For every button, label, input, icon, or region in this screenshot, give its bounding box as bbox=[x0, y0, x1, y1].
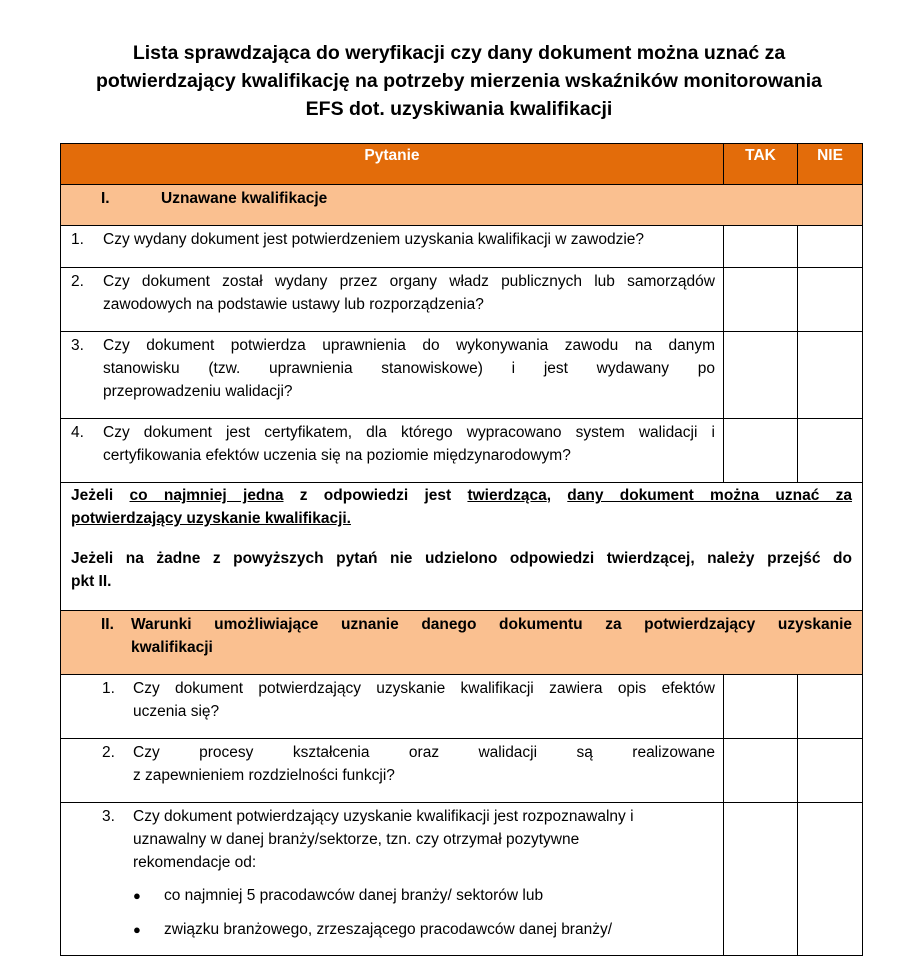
question-text: Czy dokument został wydany przez organy władz publicznych lub samorządów zawodowych na podstawie ustawy lub rozporządzenia? bbox=[103, 273, 715, 313]
question-number: 2. bbox=[102, 744, 115, 761]
recommendation-list bbox=[133, 884, 715, 941]
yes-checkbox-cell[interactable] bbox=[724, 419, 798, 483]
header-no: NIE bbox=[798, 144, 863, 185]
yes-checkbox-cell[interactable] bbox=[724, 675, 798, 739]
question-text: Czy procesy kształcenia oraz walidacji są realizowane z zapewnieniem rozdzielności funkcji? bbox=[133, 744, 715, 784]
section-2-title: Warunki umożliwiające uznanie danego dokumentu za potwierdzający uzyskanie kwalifikacji bbox=[131, 616, 852, 656]
question-text: Czy dokument potwierdzający uzyskanie kwalifikacji jest rozpoznawalny i uznawalny w danej branży/sektorze, tzn. czy otrzymał pozytywne rekomendacje od: ● co najmniej 5 pracodawców danej branży/ sektorów lub ● związku branżowego, zrzeszającego pracodawców danej branży/ bbox=[133, 805, 715, 952]
header-question: Pytanie bbox=[61, 144, 724, 185]
table-row bbox=[61, 332, 863, 419]
table-row bbox=[61, 419, 863, 483]
title-line-2: potwierdzający kwalifikację na potrzeby mierzenia wskaźników monitorowania bbox=[95, 70, 823, 92]
question-number: 1. bbox=[71, 231, 84, 248]
no-checkbox-cell[interactable] bbox=[798, 675, 863, 739]
table-row bbox=[61, 739, 863, 803]
question-number: 1. bbox=[102, 680, 115, 697]
instruction-row bbox=[61, 483, 863, 611]
question-number: 4. bbox=[71, 424, 84, 441]
section-1-number: I. bbox=[101, 190, 110, 207]
question-text: Czy dokument potwierdza uprawnienia do wykonywania zawodu na danym stanowisku (tzw. uprawnienia stanowiskowe) i jest wydawany po przeprowadzeniu walidacji? bbox=[103, 337, 715, 400]
list-item: ● związku branżowego, zrzeszającego pracodawców danej branży/ bbox=[133, 918, 715, 941]
header-row bbox=[61, 144, 863, 185]
title-line-1: Lista sprawdzająca do weryfikacji czy dany dokument można uznać za bbox=[132, 42, 786, 64]
bullet-icon: ● bbox=[133, 922, 141, 937]
header-yes: TAK bbox=[724, 144, 798, 185]
no-checkbox-cell[interactable] bbox=[798, 419, 863, 483]
no-checkbox-cell[interactable] bbox=[798, 332, 863, 419]
yes-checkbox-cell[interactable] bbox=[724, 268, 798, 332]
section-2-number: II. bbox=[101, 616, 114, 633]
table-row bbox=[61, 675, 863, 739]
no-checkbox-cell[interactable] bbox=[798, 268, 863, 332]
list-item: ● co najmniej 5 pracodawców danej branży/ sektorów lub bbox=[133, 884, 715, 907]
title-line-3: EFS dot. uzyskiwania kwalifikacji bbox=[305, 98, 613, 120]
section-1-row bbox=[61, 185, 863, 226]
section-1-title: Uznawane kwalifikacje bbox=[161, 190, 328, 207]
no-checkbox-cell[interactable] bbox=[798, 803, 863, 956]
table-row bbox=[61, 268, 863, 332]
document-title bbox=[40, 39, 878, 123]
question-text: Czy dokument jest certyfikatem, dla którego wypracowano system walidacji i certyfikowania efektów uczenia się na poziomie międzynarodowym? bbox=[103, 424, 715, 464]
question-text: Czy dokument potwierdzający uzyskanie kwalifikacji zawiera opis efektów uczenia się? bbox=[133, 680, 715, 720]
section-2-row bbox=[61, 611, 863, 675]
table-row bbox=[61, 226, 863, 268]
no-checkbox-cell[interactable] bbox=[798, 226, 863, 268]
question-number: 3. bbox=[102, 808, 115, 825]
yes-checkbox-cell[interactable] bbox=[724, 332, 798, 419]
no-checkbox-cell[interactable] bbox=[798, 739, 863, 803]
question-number: 3. bbox=[71, 337, 84, 354]
bullet-icon: ● bbox=[133, 888, 141, 903]
table-row bbox=[61, 803, 863, 956]
question-number: 2. bbox=[71, 273, 84, 290]
yes-checkbox-cell[interactable] bbox=[724, 803, 798, 956]
instruction-note: Jeżeli co najmniej jedna z odpowiedzi jest twierdząca, dany dokument można uznać za potwierdzający uzyskanie kwalifikacji. Jeżeli na żadne z powyższych pytań nie udzielono odpowiedzi twierdzącej, należy przejść do pkt II. bbox=[61, 483, 863, 611]
question-text: Czy wydany dokument jest potwierdzeniem uzyskania kwalifikacji w zawodzie? bbox=[103, 231, 645, 248]
checklist-table bbox=[60, 143, 863, 956]
yes-checkbox-cell[interactable] bbox=[724, 739, 798, 803]
yes-checkbox-cell[interactable] bbox=[724, 226, 798, 268]
